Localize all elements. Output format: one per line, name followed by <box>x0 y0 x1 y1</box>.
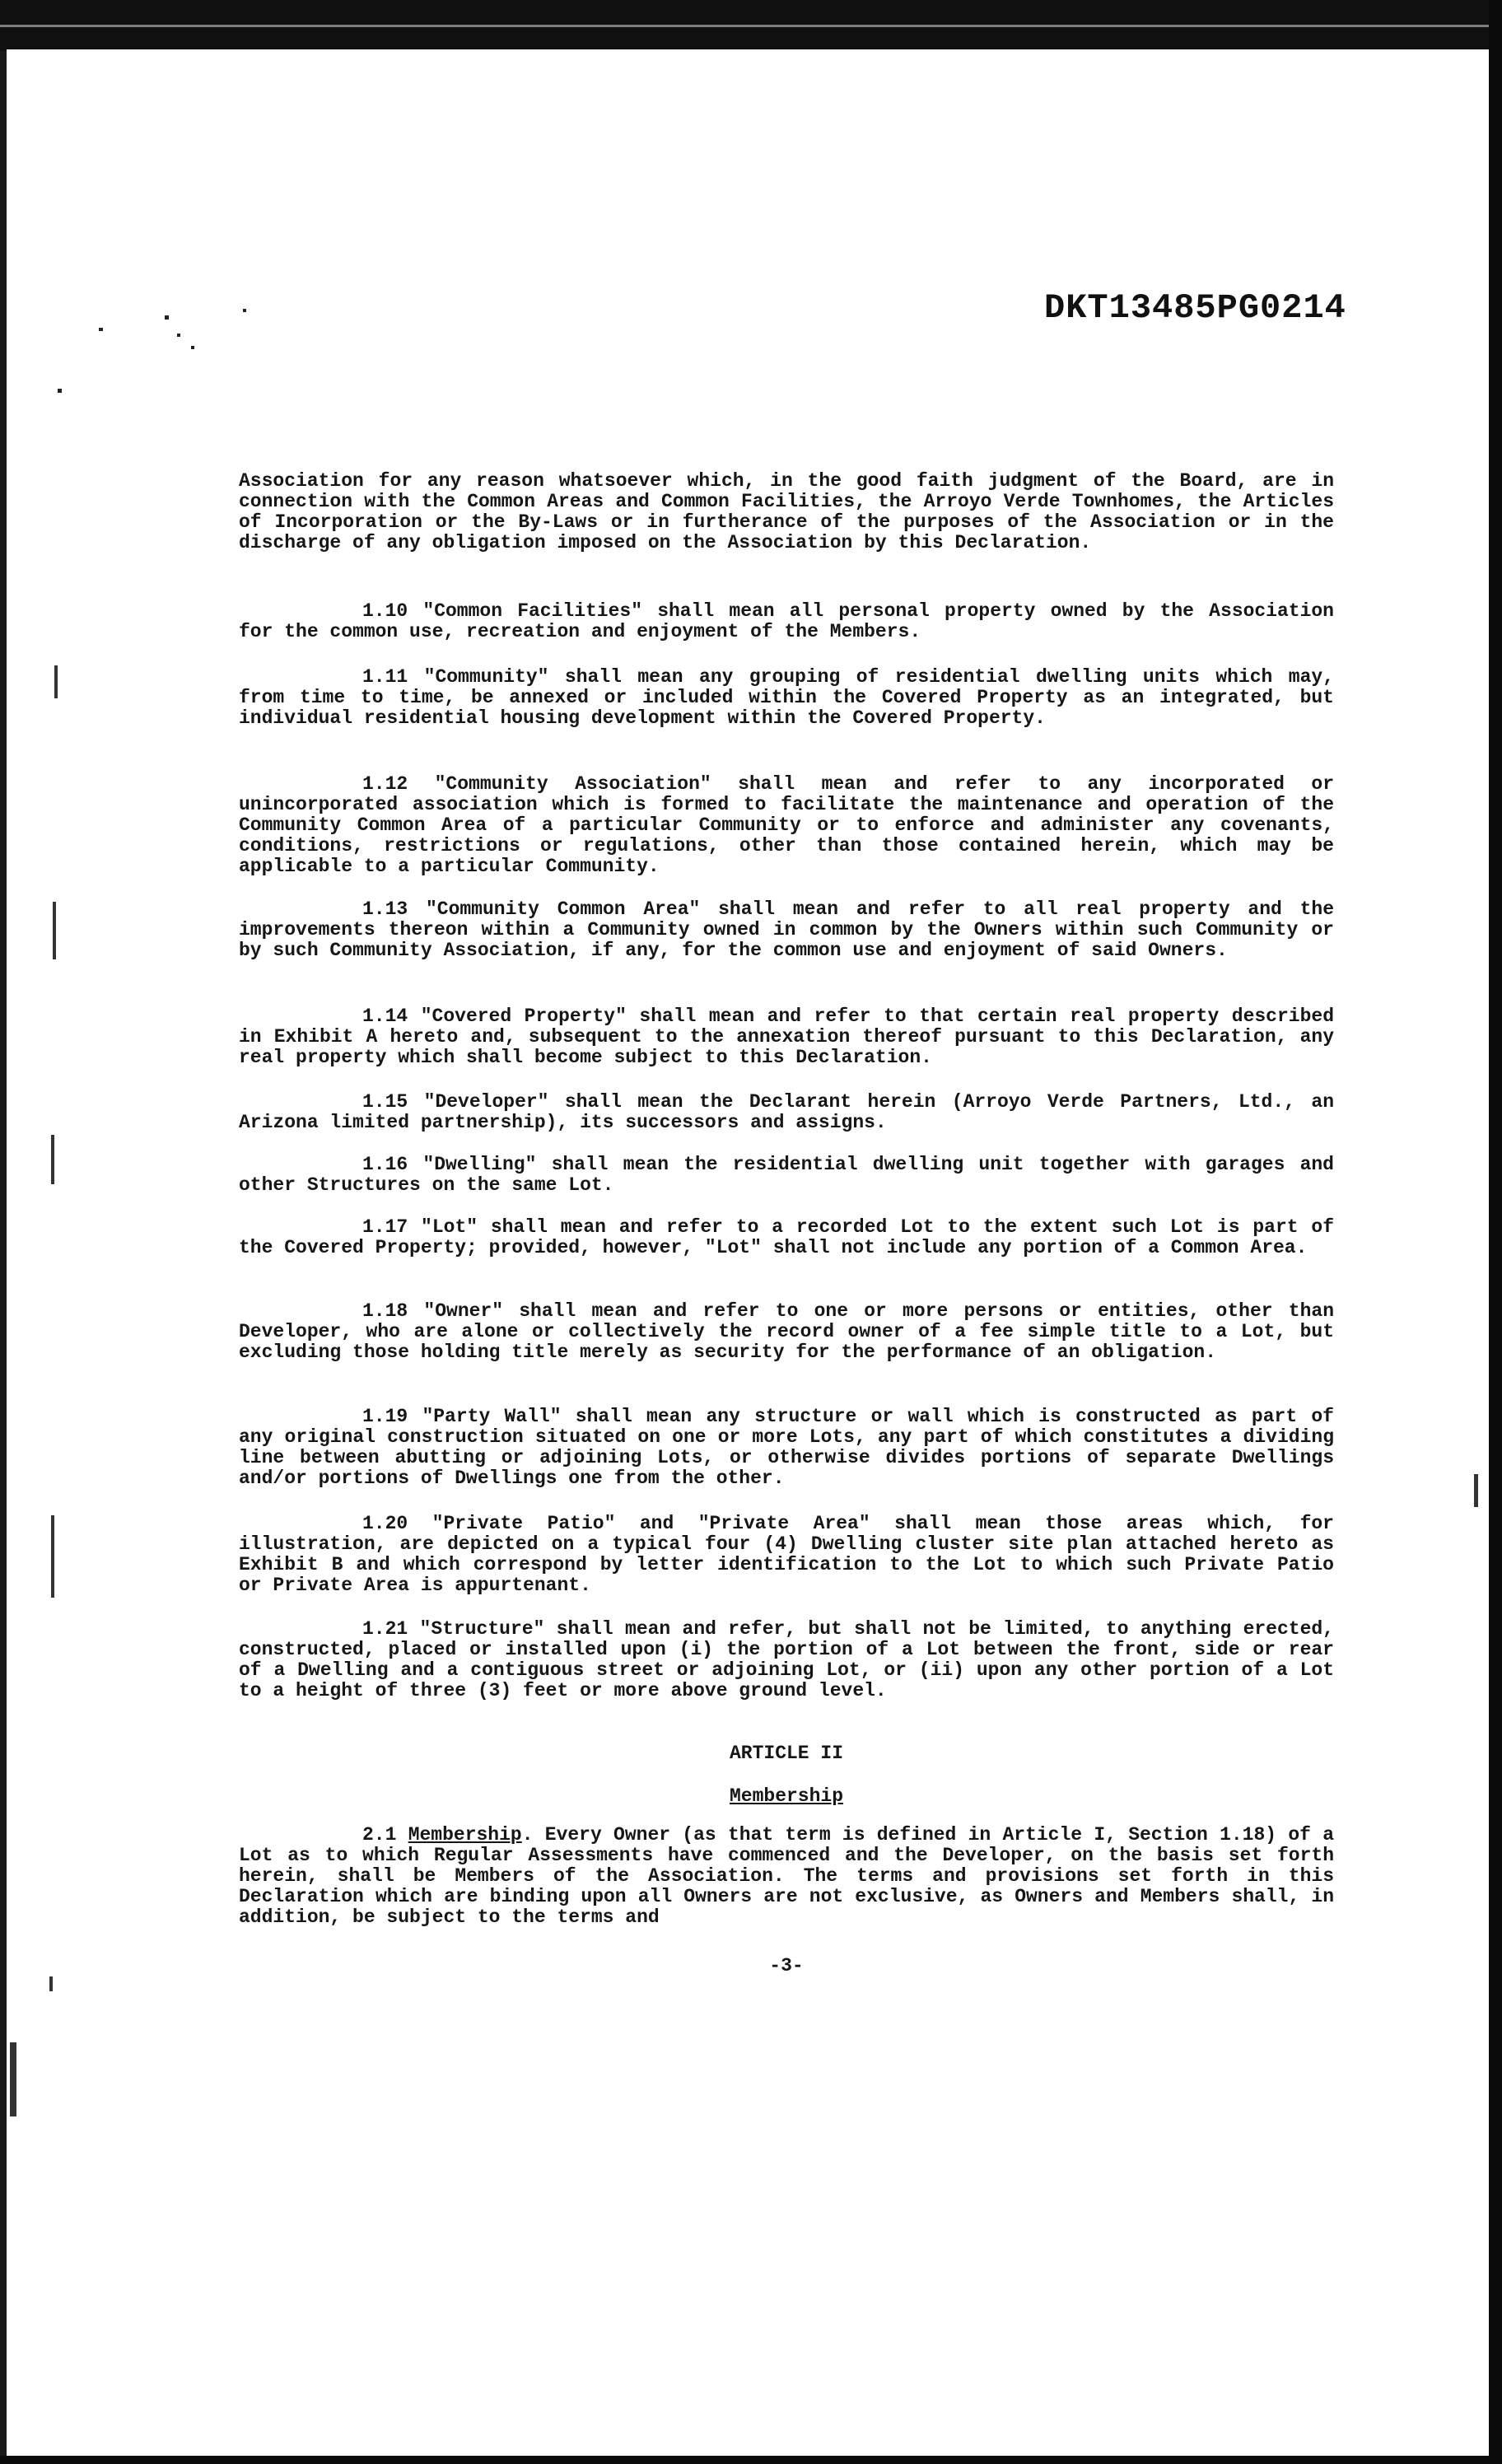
docket-stamp: DKT13485PG0214 <box>1044 288 1346 328</box>
scan-speck <box>165 315 169 320</box>
section-1-19: 1.19 "Party Wall" shall mean any structure or wall which is constructed as part of any original construction situated on one or more Lots, any part of which constitutes a dividing line between abutting or adjoining Lots, or otherwise divides portions of separate Dwellings and/or portions of Dwellings one from the other. <box>239 1406 1334 1489</box>
scan-speck <box>191 346 194 349</box>
article-subheading: Membership <box>729 1785 844 1807</box>
section-1-16: 1.16 "Dwelling" shall mean the residential dwelling unit together with garages and other Structures on the same Lot. <box>239 1154 1334 1196</box>
section-2-1 <box>239 1825 1334 1928</box>
section-1-18: 1.18 "Owner" shall mean and refer to one or more persons or entities, other than Developer, who are alone or collectively the record owner of a fee simple title to a Lot, but excluding those holding title merely as security for the performance of an obligation. <box>239 1300 1334 1363</box>
section-1-12: 1.12 "Community Association" shall mean and refer to any incorporated or unincorporated association which is formed to facilitate the maintenance and operation of the Community Common Area of a particular Community or to enforce and administer any covenants, conditions, restrictions or regulations, other than those contained herein, which may be applicable to a particular Community. <box>239 773 1334 877</box>
margin-mark <box>1474 1474 1478 1507</box>
scan-speck <box>243 309 246 312</box>
section-2-1-title: Membership <box>408 1824 522 1846</box>
scan-speck <box>58 389 62 393</box>
page-number: -3- <box>769 1955 804 1976</box>
section-1-20: 1.20 "Private Patio" and "Private Area" shall mean those areas which, for illustration, are depicted on a typical four (4) Dwelling cluster site plan attached hereto as Exhibit B and which correspond by letter identification to the Lot to which such Private Patio or Private Area is appurtenant. <box>239 1513 1334 1596</box>
margin-mark <box>51 1515 54 1598</box>
margin-mark <box>51 1135 54 1184</box>
paragraph-intro: Association for any reason whatsoever which, in the good faith judgment of the Board, are in connection with the Common Areas and Common Facilities, the Arroyo Verde Townhomes, the Articles of Incorporation or the By-Laws or in furtherance of the purposes of the Association or in the discharge of any obligation imposed on the Association by this Declaration. <box>239 470 1334 553</box>
scan-speck <box>99 328 103 331</box>
section-1-10: 1.10 "Common Facilities" shall mean all personal property owned by the Association for the common use, recreation and enjoyment of the Members. <box>239 600 1334 642</box>
section-1-11: 1.11 "Community" shall mean any grouping of residential dwelling units which may, from time to time, be annexed or included within the Covered Property as an integrated, but individual residential housing development within the Covered Property. <box>239 666 1334 729</box>
section-2-1-body: . Every Owner (as that term is defined in Article I, Section 1.18) of a Lot as to which Regular Assessments have commenced and the Developer, on the basis set forth herein, shall be Members of the Association. The terms and provisions set forth in this Declaration which are binding upon all Owners are not exclusive, as Owners and Members shall, in addition, be subject to the terms and <box>239 1824 1334 1928</box>
section-1-14: 1.14 "Covered Property" shall mean and refer to that certain real property described in Exhibit A hereto and, subsequent to the annexation thereof pursuant to this Declaration, any real property which shall become subject to this Declaration. <box>239 1006 1334 1068</box>
scan-right-edge <box>1489 0 1502 2464</box>
scan-top-rule <box>0 25 1502 27</box>
margin-mark <box>54 665 58 698</box>
article-heading: ARTICLE II <box>729 1743 844 1764</box>
margin-mark <box>10 2042 16 2116</box>
scan-speck <box>177 334 180 337</box>
scan-top-band <box>0 0 1502 51</box>
section-1-13: 1.13 "Community Common Area" shall mean and refer to all real property and the improvements thereon within a Community owned in common by the Owners within such Community or by such Community Association, if any, for the common use and enjoyment of said Owners. <box>239 898 1334 961</box>
section-1-21: 1.21 "Structure" shall mean and refer, but shall not be limited, to anything erected, constructed, placed or installed upon (i) the portion of a Lot between the front, side or rear of a Dwelling and a contiguous street or adjoining Lot, or (ii) upon any other portion of a Lot to a height of three (3) feet or more above ground level. <box>239 1618 1334 1701</box>
margin-mark <box>53 902 56 959</box>
section-1-15: 1.15 "Developer" shall mean the Declarant herein (Arroyo Verde Partners, Ltd., an Arizona limited partnership), its successors and assigns. <box>239 1091 1334 1133</box>
section-2-1-number: 2.1 <box>362 1824 397 1846</box>
margin-mark <box>49 1976 53 1991</box>
scan-bottom-edge <box>0 2456 1502 2464</box>
section-1-17: 1.17 "Lot" shall mean and refer to a recorded Lot to the extent such Lot is part of the Covered Property; provided, however, "Lot" shall not include any portion of a Common Area. <box>239 1216 1334 1258</box>
